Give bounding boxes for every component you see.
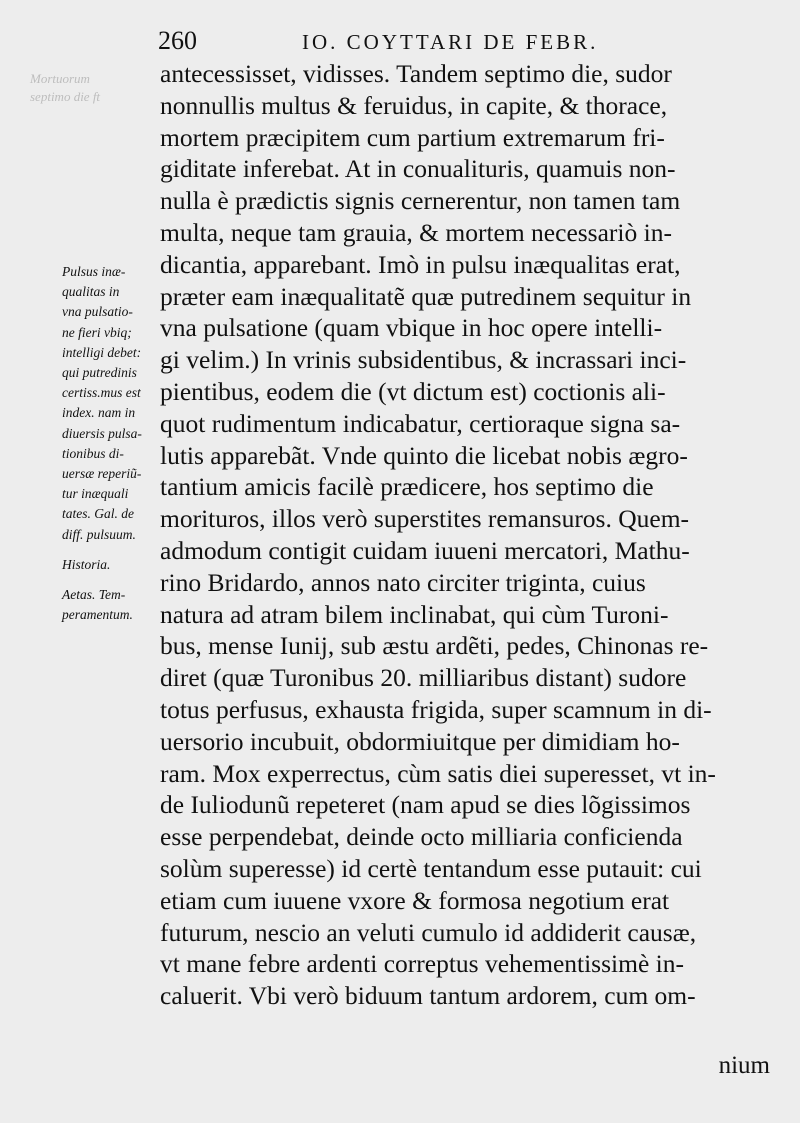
margin-note-line: diff. pulsuum. <box>62 526 136 542</box>
body-text <box>160 58 772 1012</box>
text-line: tantium amicis facilè prædicere, hos septimo die <box>160 472 654 502</box>
text-line: de Iuliodunũ repeteret (nam apud se dies lõgissimos <box>160 790 691 820</box>
text-line: futurum, nescio an veluti cumulo id addiderit causæ, <box>160 917 697 947</box>
text-line: morituros, illos verò superstites remansuros. Quem- <box>160 504 690 534</box>
text-line: pientibus, eodem die (vt dictum est) coctionis ali- <box>160 376 666 406</box>
text-line: bus, mense Iunij, sub æstu ardẽti, pedes, Chinonas re- <box>160 631 709 661</box>
text-line: nonnullis multus & feruidus, in capite, & thorace, <box>160 90 668 120</box>
margin-note-line: Aetas. Tem- <box>62 587 126 603</box>
text-line: etiam cum iuuene vxore & formosa negotium erat <box>160 885 670 915</box>
margin-note-line: peramentum. <box>62 607 133 623</box>
note-spacer <box>62 575 162 585</box>
margin-note-line: diuersis pulsa- <box>62 425 142 441</box>
text-line: diret (quæ Turonibus 20. milliaribus distant) sudore <box>160 663 687 693</box>
margin-note-line: tur inæquali <box>62 486 129 502</box>
margin-note-line: Pulsus inæ- <box>62 264 126 279</box>
margin-notes <box>62 262 162 625</box>
margin-note-line: vna pulsatio- <box>62 304 133 320</box>
note-spacer <box>62 545 162 555</box>
text-line: natura ad atram bilem inclinabat, qui cùm Turoni- <box>160 599 669 629</box>
text-line: lutis apparebãt. Vnde quinto die licebat nobis ægro- <box>160 440 688 470</box>
text-line: ram. Mox experrectus, cùm satis diei superesset, vt in- <box>160 758 716 788</box>
text-line: caluerit. Vbi verò biduum tantum ardorem, cum om- <box>160 981 696 1011</box>
margin-note-line: tionibus di- <box>62 445 124 461</box>
text-line: vt mane febre ardenti correptus vehementissimè in- <box>160 949 684 979</box>
margin-note-line: uersæ reperiũ- <box>62 466 142 482</box>
page-number: 260 <box>158 26 197 55</box>
margin-note-line: tates. Gal. de <box>62 506 134 522</box>
text-line: præter eam inæqualitatẽ quæ putredinem sequitur in <box>160 281 692 311</box>
margin-note-line: intelligi debet: <box>62 344 142 360</box>
text-line: gi velim.) In vrinis subsidentibus, & incrassari inci- <box>160 345 687 375</box>
text-line: mortem præcipitem cum partium extremarum fri- <box>160 122 665 152</box>
margin-note-line: qui putredinis <box>62 365 137 381</box>
margin-note-line: index. nam in <box>62 405 136 421</box>
text-line: dicantia, apparebant. Imò in pulsu inæqualitas erat, <box>160 249 681 279</box>
margin-note-aetas <box>62 585 162 625</box>
bleed-through-text <box>30 70 150 106</box>
text-line: totus perfusus, exhausta frigida, super scamnum in di- <box>160 694 712 724</box>
bleed-line: Mortuorum <box>30 71 90 86</box>
text-line: solùm superesse) id certè tentandum esse putauit: cui <box>160 853 702 883</box>
text-line: giditate inferebat. At in conualituris, quamuis non- <box>160 154 676 184</box>
text-line: multa, neque tam grauia, & mortem necessariò in- <box>160 217 672 247</box>
text-line: admodum contigit cuidam iuueni mercatori, Mathu- <box>160 535 690 565</box>
margin-note-line: Historia. <box>62 556 111 572</box>
margin-note-line: qualitas in <box>62 284 120 300</box>
margin-note-pulsus <box>62 262 162 545</box>
margin-note-line: ne fieri vbiq; <box>62 324 132 340</box>
margin-note-historia <box>62 555 162 575</box>
text-line: quot rudimentum indicabatur, certioraque signa sa- <box>160 408 681 438</box>
text-line: antecessisset, vidisses. Tandem septimo die, sudor <box>160 59 672 88</box>
page-header <box>150 26 770 56</box>
catchword: nium <box>718 1052 770 1079</box>
text-line: rino Bridardo, annos nato circiter triginta, cuius <box>160 567 646 597</box>
margin-note-line: certiss.mus est <box>62 385 141 401</box>
text-line: uersorio incubuit, obdormiuitque per dimidiam ho- <box>160 726 680 756</box>
running-title: IO. COYTTARI DE FEBR. <box>302 30 599 54</box>
bleed-line: septimo die ft <box>30 89 101 104</box>
text-line: nulla è prædictis signis cernerentur, non tamen tam <box>160 186 681 216</box>
text-line: vna pulsatione (quam vbique in hoc opere intelli- <box>160 313 663 343</box>
text-line: esse perpendebat, deinde octo milliaria conficienda <box>160 822 683 852</box>
